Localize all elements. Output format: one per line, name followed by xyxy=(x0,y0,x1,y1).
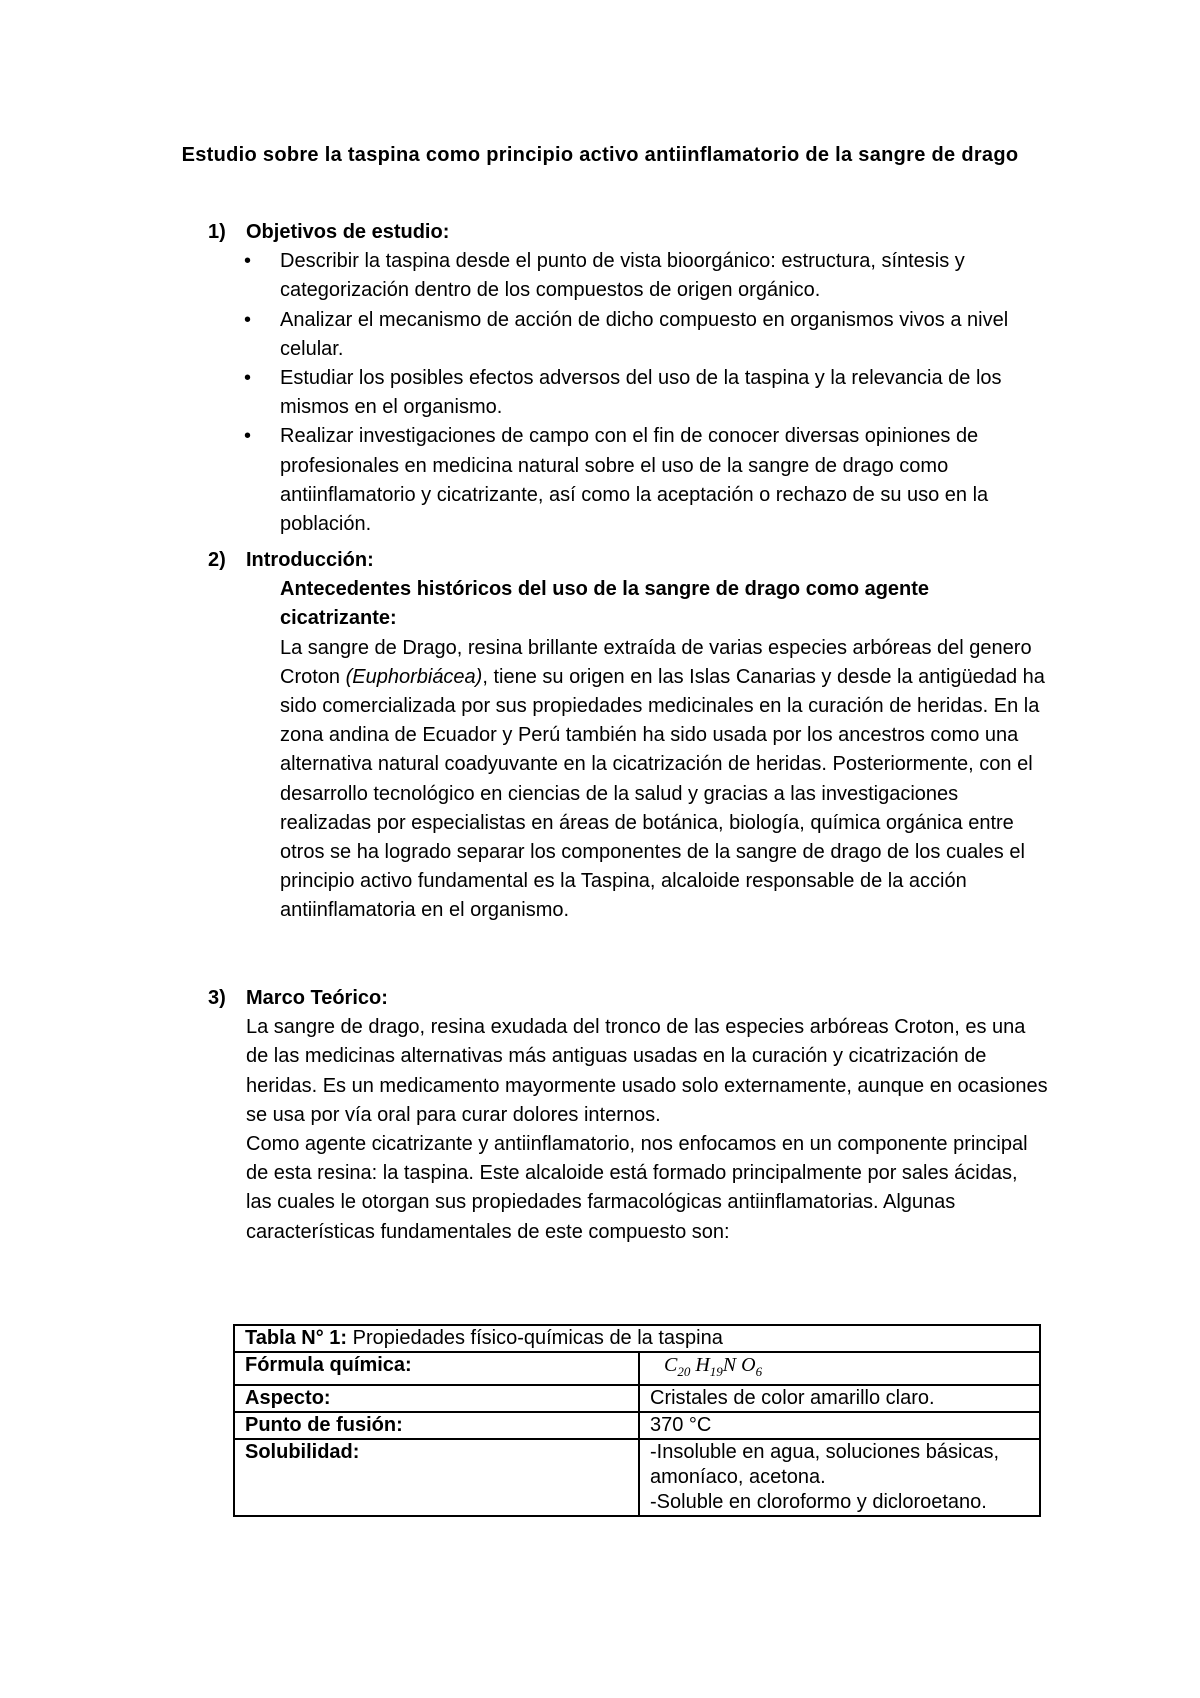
solubility-line: -Soluble en cloroformo y dicloroetano. xyxy=(650,1491,987,1513)
marco-paragraph-1: La sangre de drago, resina exudada del tronco de las especies arbóreas Croton, es una de las medicinas alternativas más antiguas usadas en la curación y cicatrización de heridas. Es un medicamento mayormente usado solo externamente, aunque en ocasiones se usa por vía oral para curar dolores internos. xyxy=(246,1016,1048,1126)
section-objetivos xyxy=(208,218,1048,539)
bullet-icon: • xyxy=(244,425,252,448)
section-number: 1) xyxy=(208,221,226,243)
list-item xyxy=(208,422,1048,539)
formula-subscript: 6 xyxy=(755,1364,763,1379)
bullet-icon: • xyxy=(244,308,252,331)
formula-element: H xyxy=(695,1354,710,1376)
formula-subscript: 20 xyxy=(677,1364,691,1379)
table-row xyxy=(234,1412,1040,1439)
section-heading xyxy=(208,546,1048,575)
intro-paragraph xyxy=(208,634,1048,926)
list-item-text: Estudiar los posibles efectos adversos del uso de la taspina y la relevancia de los mismos en el organismo. xyxy=(280,367,1002,419)
chemical-formula xyxy=(650,1354,763,1379)
table-caption-label: Tabla N° 1: xyxy=(245,1327,348,1349)
table-caption-text: Propiedades físico-químicas de la taspina xyxy=(347,1327,723,1349)
subsection-heading: Antecedentes históricos del uso de la sangre de drago como agente cicatrizante: xyxy=(280,578,930,630)
formula-element: C xyxy=(664,1354,678,1376)
table-caption xyxy=(234,1325,1040,1352)
section-introduccion xyxy=(208,546,1048,926)
table-cell-formula xyxy=(639,1352,1040,1385)
document-title: Estudio sobre la taspina como principio activo antiinflamatorio de la sangre de drago xyxy=(181,144,1019,166)
solubility-line: -Insoluble en agua, soluciones básicas, amoníaco, acetona. xyxy=(650,1441,1000,1488)
section-title: Objetivos de estudio: xyxy=(246,221,450,243)
formula-subscript: 19 xyxy=(709,1364,723,1379)
intro-text: La sangre de Drago, resina brillante extraída de varias especies arbóreas del genero Croton xyxy=(280,636,1032,688)
table-cell-label: Aspecto: xyxy=(234,1385,639,1412)
list-item xyxy=(208,247,1048,305)
table-row xyxy=(234,1439,1040,1516)
list-item-text: Describir la taspina desde el punto de vista bioorgánico: estructura, síntesis y categorización dentro de los compuestos de origen orgánico. xyxy=(280,250,965,302)
intro-text: , tiene su origen en las Islas Canarias y desde la antigüedad ha sido comercializada por sus propiedades medicinales en la curación de heridas. En la zona andina de Ecuador y Perú también ha sido usada por los ancestros como una alternativa natural coadyuvante en la cicatrización de heridas. Posteriormente, con el desarrollo tecnológico en ciencias de la salud y gracias a las investigaciones realizadas por especialistas en áreas de botánica, biología, química orgánica entre otros se ha logrado separar los componentes de la sangre de drago de los cuales el principio activo fundamental es la Taspina, alcaloide responsable de la acción antiinflamatoria en el organismo. xyxy=(280,665,1045,922)
section-heading xyxy=(208,984,1048,1013)
formula-element: N xyxy=(722,1354,737,1376)
table-row xyxy=(234,1352,1040,1385)
table-cell-label: Solubilidad: xyxy=(234,1439,639,1516)
formula-element: O xyxy=(741,1354,756,1376)
bullet-icon: • xyxy=(244,367,252,390)
table-cell-value: 370 °C xyxy=(639,1412,1040,1439)
objectives-list xyxy=(208,247,1048,539)
section-marco-teorico xyxy=(208,984,1048,1247)
list-item-text: Analizar el mecanismo de acción de dicho compuesto en organismos vivos a nivel celular. xyxy=(280,308,1009,360)
table-cell-value xyxy=(639,1439,1040,1516)
table-cell-value: Cristales de color amarillo claro. xyxy=(639,1385,1040,1412)
marco-paragraph-2: Como agente cicatrizante y antiinflamatorio, nos enfocamos en un componente principal de esta resina: la taspina. Este alcaloide está formado principalmente por sales ácidas, las cuales le otorgan sus propiedades farmacológicas antiinflamatorias. Algunas características fundamentales de este compuesto son: xyxy=(246,1133,1028,1243)
list-item-text: Realizar investigaciones de campo con el fin de conocer diversas opiniones de profesionales en medicina natural sobre el uso de la sangre de drago como antiinflamatorio y cicatrizante, así como la aceptación o rechazo de su uso en la población. xyxy=(280,425,989,536)
table-caption-row xyxy=(234,1325,1040,1352)
section-number: 3) xyxy=(208,987,226,1009)
section-number: 2) xyxy=(208,549,226,571)
bullet-icon: • xyxy=(244,250,252,273)
list-item xyxy=(208,364,1048,422)
table-cell-label: Punto de fusión: xyxy=(234,1412,639,1439)
properties-table xyxy=(233,1324,1041,1517)
section-heading xyxy=(208,218,1048,247)
section-title: Introducción: xyxy=(246,549,374,571)
table-cell-label: Fórmula química: xyxy=(234,1352,639,1385)
section-title: Marco Teórico: xyxy=(246,987,388,1009)
table-row xyxy=(234,1385,1040,1412)
list-item xyxy=(208,306,1048,364)
intro-italic-text: (Euphorbiácea) xyxy=(345,665,483,688)
